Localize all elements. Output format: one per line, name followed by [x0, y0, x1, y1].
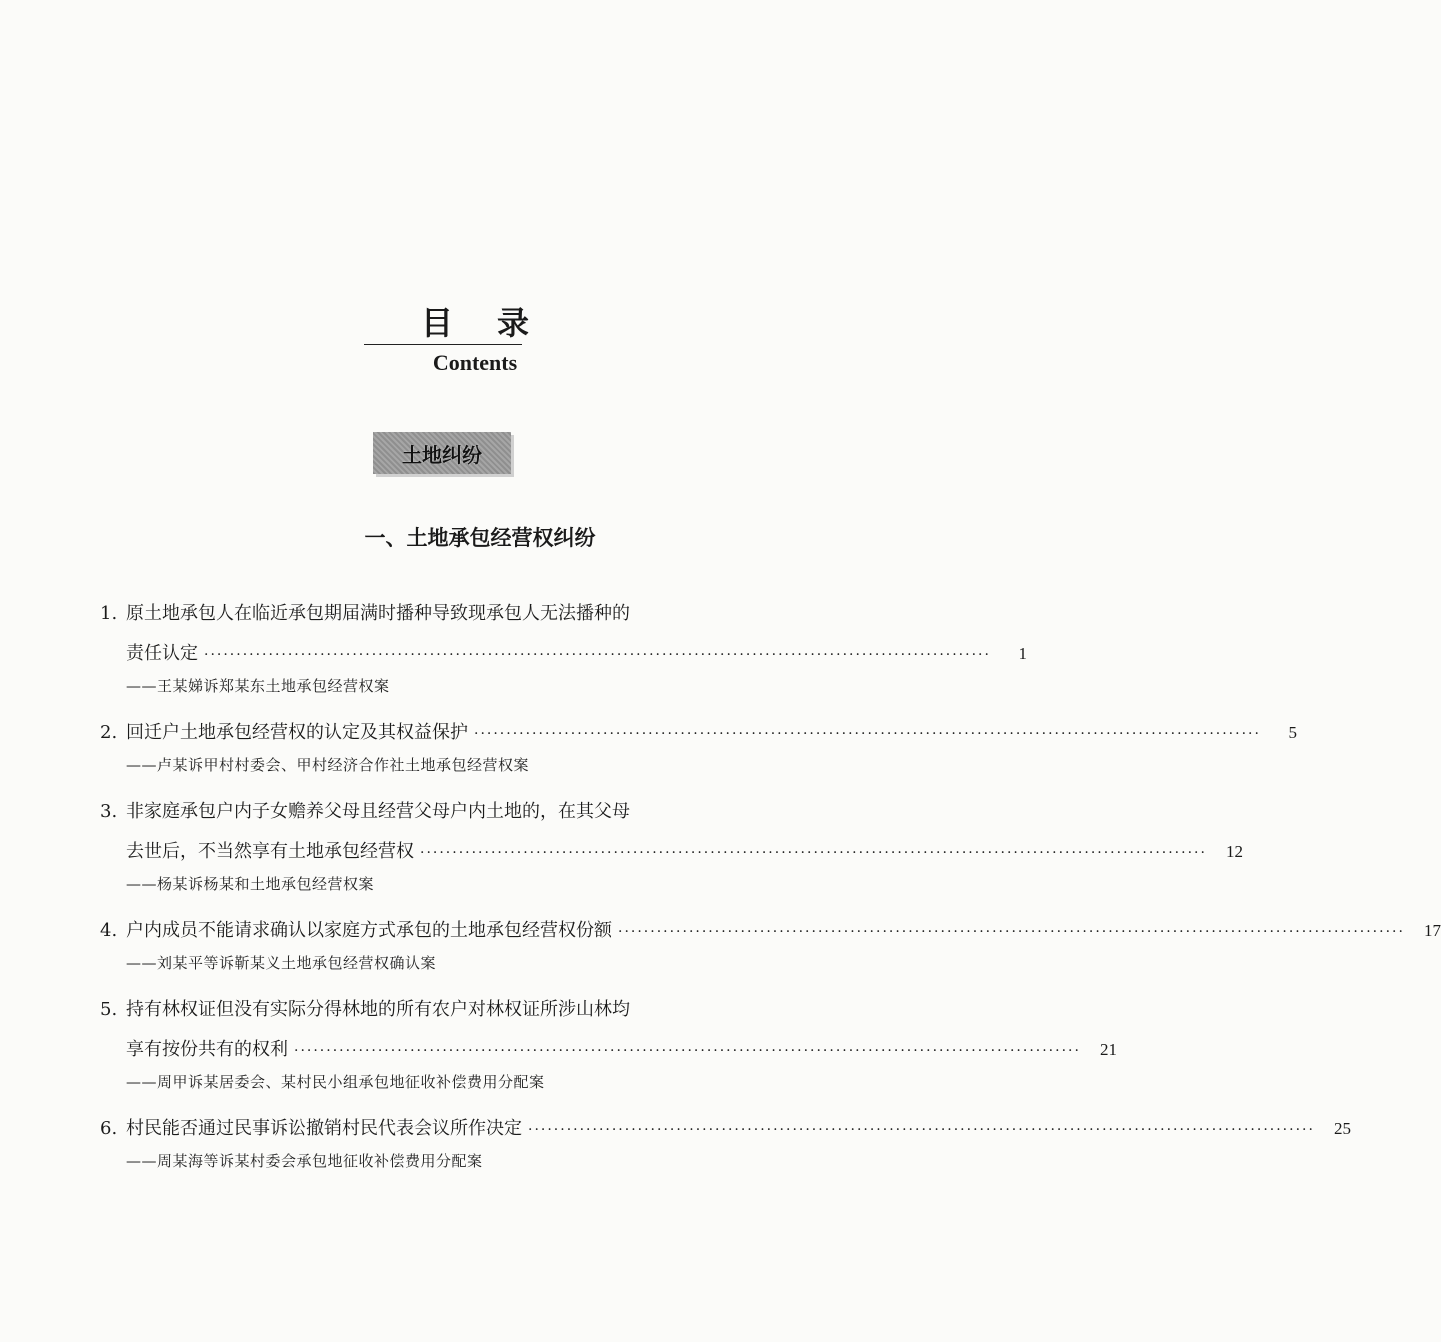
entry-case-name: ——卢某诉甲村村委会、甲村经济合作社土地承包经营权案: [126, 756, 530, 774]
leader-dots: ··························································································································: [528, 1122, 1315, 1138]
entry-case-name: ——周甲诉某居委会、某村民小组承包地征收补偿费用分配案: [126, 1073, 545, 1091]
category-label: 土地纠纷: [402, 442, 482, 467]
toc-entry[interactable]: [100, 713, 1297, 781]
toc-entry[interactable]: [100, 792, 1243, 900]
entry-title-line1: 持有林权证但没有实际分得林地的所有农户对林权证所涉山林均: [126, 999, 630, 1020]
entry-title-line2: 去世后，不当然享有土地承包经营权: [126, 841, 414, 862]
entry-title-line1: 户内成员不能请求确认以家庭方式承包的土地承包经营权份额: [126, 920, 612, 941]
entry-title-line2: 享有按份共有的权利: [126, 1039, 288, 1060]
leader-dots: ··························································································································: [474, 726, 1261, 742]
entry-number: 5.: [100, 999, 118, 1020]
toc-entry[interactable]: [100, 990, 1117, 1098]
leader-dots: ··························································································································: [420, 845, 1207, 861]
entry-title-line1: 回迁户土地承包经营权的认定及其权益保护: [126, 722, 468, 743]
entry-number: 6.: [100, 1118, 118, 1139]
toc-entry[interactable]: [100, 911, 1441, 979]
entry-page-number: 1: [1018, 644, 1027, 663]
entry-number: 3.: [100, 801, 118, 822]
toc-title-english: Contents: [432, 350, 518, 375]
entry-page-number: 12: [1225, 842, 1243, 861]
toc-title-chinese: 目录: [420, 304, 573, 342]
toc-entry[interactable]: [100, 594, 1027, 702]
entry-page-number: 25: [1333, 1119, 1351, 1138]
entry-title-line1: 原土地承包人在临近承包期届满时播种导致现承包人无法播种的: [126, 603, 630, 624]
entry-case-name: ——刘某平等诉靳某义土地承包经营权确认案: [126, 954, 437, 972]
toc-entry[interactable]: [100, 1109, 1351, 1177]
section-heading: 一、土地承包经营权纠纷: [364, 526, 596, 550]
entry-case-name: ——周某海等诉某村委会承包地征收补偿费用分配案: [126, 1152, 483, 1170]
leader-dots: ··························································································································: [618, 924, 1405, 940]
entry-page-number: 17: [1423, 921, 1441, 940]
entry-page-number: 21: [1099, 1040, 1117, 1059]
entry-case-name: ——王某娣诉郑某东土地承包经营权案: [126, 677, 390, 695]
entry-title-line2: 责任认定: [126, 643, 198, 664]
leader-dots: ··························································································································: [204, 647, 991, 663]
leader-dots: ··························································································································: [294, 1043, 1081, 1059]
entry-number: 1.: [100, 603, 118, 624]
entry-title-line1: 非家庭承包户内子女赡养父母且经营父母户内土地的，在其父母: [126, 801, 630, 822]
category-badge: [373, 432, 511, 474]
toc-entries: [100, 594, 1441, 1188]
entry-case-name: ——杨某诉杨某和土地承包经营权案: [126, 875, 375, 893]
entry-title-line1: 村民能否通过民事诉讼撤销村民代表会议所作决定: [126, 1118, 522, 1139]
title-divider: [364, 344, 522, 345]
entry-page-number: 5: [1288, 723, 1297, 742]
entry-number: 2.: [100, 722, 118, 743]
entry-number: 4.: [100, 920, 118, 941]
